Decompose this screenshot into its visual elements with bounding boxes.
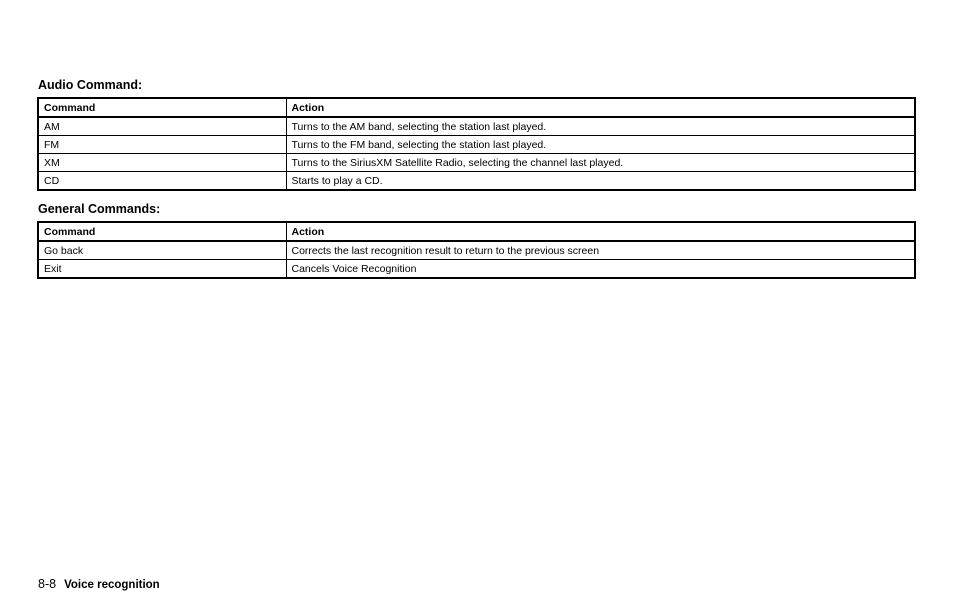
- table-row: [38, 136, 915, 154]
- table-row: [38, 260, 915, 279]
- table-row: [38, 241, 915, 260]
- general-commands-table: [37, 221, 916, 279]
- column-header-command: Command: [38, 98, 286, 117]
- action-cell: Turns to the AM band, selecting the station last played.: [286, 117, 915, 136]
- command-cell: FM: [38, 136, 286, 154]
- general-commands-heading: General Commands:: [38, 202, 161, 216]
- table-row: [38, 172, 915, 191]
- command-cell: XM: [38, 154, 286, 172]
- audio-command-heading: Audio Command:: [38, 78, 143, 92]
- command-cell: CD: [38, 172, 286, 191]
- table-header-row: [38, 222, 915, 241]
- page-footer: [38, 577, 160, 591]
- column-header-action: Action: [286, 98, 915, 117]
- command-cell: Exit: [38, 260, 286, 279]
- action-cell: Corrects the last recognition result to return to the previous screen: [286, 241, 915, 260]
- column-header-command: Command: [38, 222, 286, 241]
- chapter-title: Voice recognition: [64, 579, 160, 591]
- audio-command-table: [37, 97, 916, 191]
- command-cell: Go back: [38, 241, 286, 260]
- action-cell: Starts to play a CD.: [286, 172, 915, 191]
- command-cell: AM: [38, 117, 286, 136]
- action-cell: Turns to the SiriusXM Satellite Radio, selecting the channel last played.: [286, 154, 915, 172]
- action-cell: Turns to the FM band, selecting the station last played.: [286, 136, 915, 154]
- action-cell: Cancels Voice Recognition: [286, 260, 915, 279]
- column-header-action: Action: [286, 222, 915, 241]
- table-row: [38, 117, 915, 136]
- table-row: [38, 154, 915, 172]
- table-header-row: [38, 98, 915, 117]
- page-number: 8-8: [38, 577, 57, 591]
